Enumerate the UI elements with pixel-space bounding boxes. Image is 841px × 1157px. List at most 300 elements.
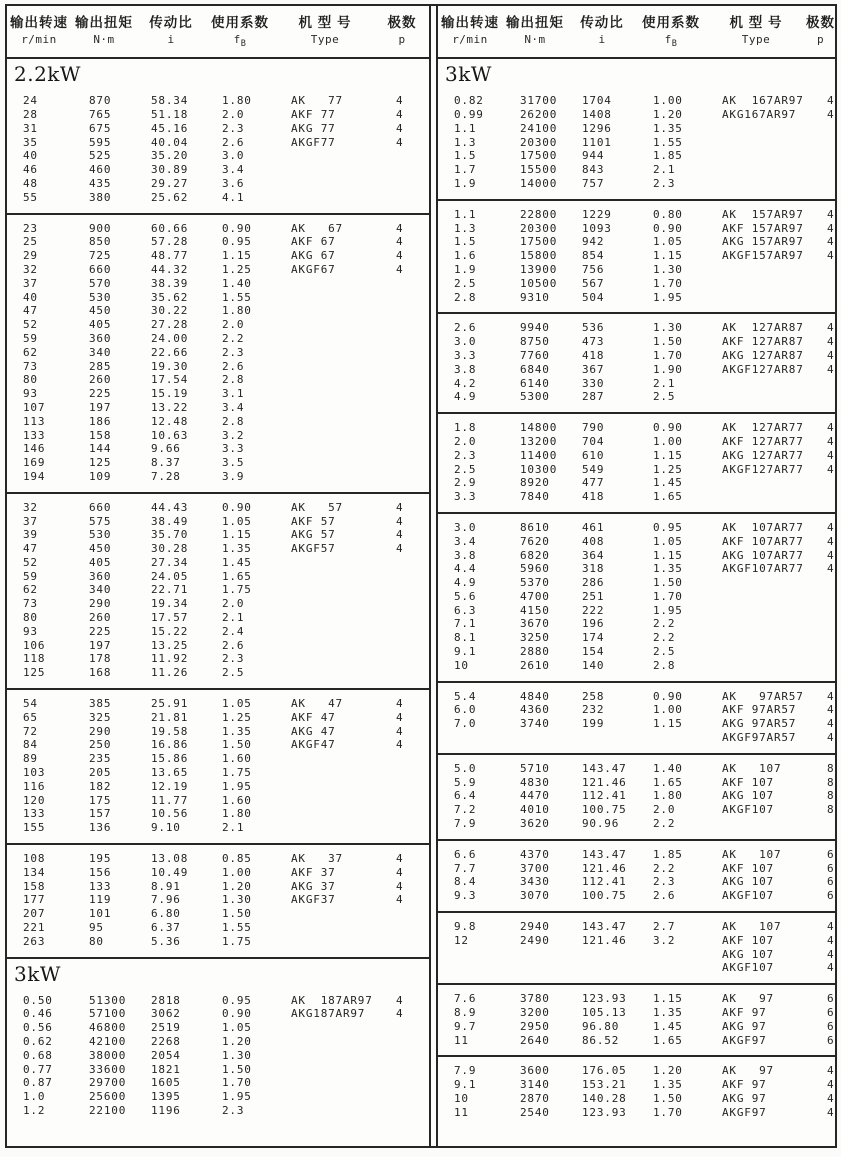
cell-model: AKGF37 — [291, 893, 336, 907]
table-row — [7, 263, 429, 277]
cell-service-factor: 3.9 — [222, 469, 245, 483]
cell-output-speed: 108 — [23, 852, 46, 866]
cell-output-speed: 2.6 — [454, 321, 477, 335]
cell-ratio: 232 — [582, 703, 605, 717]
cell-output-speed: 11 — [454, 1105, 469, 1119]
cell-output-torque: 119 — [89, 893, 112, 907]
cell-output-torque: 575 — [89, 514, 112, 528]
cell-output-speed: 9.1 — [454, 645, 477, 659]
cell-output-speed: 52 — [23, 318, 38, 332]
cell-model: AK 107AR77 — [722, 520, 804, 534]
cell-output-speed: 2.0 — [454, 434, 477, 448]
cell-ratio: 6.37 — [151, 921, 181, 935]
table-row — [7, 725, 429, 739]
cell-service-factor: 0.95 — [653, 520, 683, 534]
cell-output-speed: 0.68 — [23, 1048, 53, 1062]
cell-output-speed: 1.6 — [454, 249, 477, 263]
table-row — [438, 789, 835, 803]
cell-service-factor: 2.3 — [222, 1103, 245, 1117]
cell-service-factor: 2.1 — [653, 163, 676, 177]
header-output-torque-zh: 输出扭矩 — [506, 15, 564, 30]
cell-output-torque: 7760 — [520, 348, 550, 362]
cell-ratio: 112.41 — [582, 789, 627, 803]
cell-model — [706, 817, 806, 831]
data-block — [438, 414, 835, 514]
table-row — [7, 387, 429, 401]
table-row — [438, 948, 835, 962]
cell-model — [275, 907, 375, 921]
cell-poles — [375, 456, 429, 470]
cell-output-torque: 450 — [89, 542, 112, 556]
table-row — [438, 776, 835, 790]
cell-poles: 4 — [396, 879, 404, 893]
cell-model — [706, 659, 806, 673]
cell-ratio: 176.05 — [582, 1064, 627, 1078]
cell-service-factor: 0.80 — [653, 207, 683, 221]
cell-output-speed: 62 — [23, 583, 38, 597]
cell-output-torque: 2540 — [520, 1105, 550, 1119]
cell-ratio: 60.66 — [151, 221, 189, 235]
cell-poles — [375, 597, 429, 611]
cell-model — [275, 570, 375, 584]
cell-model — [275, 291, 375, 305]
table-row — [438, 1106, 835, 1120]
cell-model — [275, 556, 375, 570]
cell-poles: 6 — [827, 992, 835, 1006]
cell-poles: 4 — [827, 421, 835, 435]
cell-output-speed: 24 — [23, 94, 38, 108]
table-row — [438, 1078, 835, 1092]
cell-model: AK 37 — [291, 852, 343, 866]
cell-output-torque: 195 — [89, 852, 112, 866]
cell-output-torque: 156 — [89, 865, 112, 879]
cell-output-torque: 158 — [89, 428, 112, 442]
cell-service-factor: 3.2 — [222, 428, 245, 442]
cell-poles — [375, 556, 429, 570]
cell-model: AKGF157AR97 — [722, 249, 804, 263]
cell-service-factor: 1.70 — [653, 1105, 683, 1119]
header-model — [706, 14, 806, 52]
cell-model — [275, 415, 375, 429]
cell-service-factor: 1.15 — [653, 992, 683, 1006]
cell-ratio: 24.05 — [151, 569, 189, 583]
cell-output-torque: 340 — [89, 583, 112, 597]
cell-poles: 4 — [827, 207, 835, 221]
header-service-factor-zh: 使用系数 — [642, 15, 700, 30]
cell-poles — [806, 476, 835, 490]
cell-poles — [375, 780, 429, 794]
cell-service-factor: 1.30 — [653, 262, 683, 276]
cell-service-factor: 1.35 — [653, 1078, 683, 1092]
cell-ratio: 9.66 — [151, 442, 181, 456]
cell-poles — [375, 1021, 429, 1035]
cell-model — [275, 611, 375, 625]
cell-output-torque: 850 — [89, 235, 112, 249]
table-row — [438, 476, 835, 490]
cell-service-factor: 3.5 — [222, 456, 245, 470]
cell-model: AKGF47 — [291, 738, 336, 752]
header-model-en: Type — [741, 33, 771, 46]
cell-output-torque: 42100 — [89, 1035, 127, 1048]
cell-ratio: 1101 — [582, 135, 612, 149]
data-block — [438, 841, 835, 913]
cell-ratio: 610 — [582, 448, 605, 462]
cell-model — [275, 429, 375, 443]
table-row — [7, 222, 429, 236]
cell-ratio: 1821 — [151, 1062, 181, 1076]
cell-output-torque — [502, 961, 568, 975]
cell-output-torque: 3140 — [520, 1078, 550, 1092]
cell-service-factor: 1.15 — [222, 249, 252, 263]
cell-ratio: 38.49 — [151, 514, 189, 528]
cell-model: AKGF127AR87 — [722, 362, 804, 376]
cell-model: AK 67 — [291, 221, 343, 235]
cell-output-torque: 4150 — [520, 603, 550, 617]
cell-output-torque: 660 — [89, 500, 112, 514]
cell-poles: 4 — [827, 947, 835, 961]
cell-output-torque: 3250 — [520, 631, 550, 645]
cell-poles — [806, 604, 835, 618]
cell-output-torque: 7840 — [520, 490, 550, 504]
cell-output-speed: 93 — [23, 387, 38, 401]
cell-service-factor: 1.20 — [653, 1064, 683, 1078]
cell-ratio: 8.91 — [151, 879, 181, 893]
cell-output-torque: 435 — [89, 176, 112, 190]
cell-model — [275, 752, 375, 766]
cell-poles: 4 — [396, 738, 404, 752]
table-row — [438, 762, 835, 776]
table-row — [438, 490, 835, 504]
header-service-factor — [636, 14, 706, 52]
header-output-torque-unit: N·m — [93, 33, 115, 46]
cell-output-speed: 0.87 — [23, 1076, 53, 1090]
table-row — [438, 222, 835, 236]
cell-poles — [375, 752, 429, 766]
cell-model — [275, 373, 375, 387]
cell-model — [275, 1035, 375, 1049]
table-row — [438, 961, 835, 975]
cell-model: AK 187AR97 — [291, 993, 373, 1007]
cell-model: AK 127AR77 — [722, 421, 804, 435]
table-row — [7, 880, 429, 894]
cell-service-factor: 2.8 — [653, 658, 676, 672]
cell-output-speed: 7.1 — [454, 617, 477, 631]
cell-output-speed: 107 — [23, 400, 46, 414]
header-ratio-symbol: i — [167, 33, 175, 46]
cell-output-speed: 6.6 — [454, 847, 477, 861]
cell-service-factor: 3.1 — [222, 387, 245, 401]
cell-service-factor: 1.95 — [653, 603, 683, 617]
cell-poles — [806, 590, 835, 604]
cell-ratio: 11.92 — [151, 652, 189, 666]
cell-poles: 4 — [827, 731, 835, 745]
cell-poles — [375, 570, 429, 584]
table-row — [7, 766, 429, 780]
cell-output-torque — [502, 731, 568, 745]
cell-model: AK 97 — [722, 992, 774, 1006]
cell-ratio: 196 — [582, 617, 605, 631]
cell-output-speed: 1.5 — [454, 149, 477, 163]
cell-service-factor: 1.95 — [653, 290, 683, 304]
cell-output-torque: 144 — [89, 442, 112, 456]
cell-service-factor — [636, 731, 706, 745]
cell-ratio: 90.96 — [582, 817, 620, 831]
cell-poles — [806, 163, 835, 177]
table-row — [7, 907, 429, 921]
table-row — [7, 442, 429, 456]
table-row — [7, 108, 429, 122]
cell-poles — [375, 373, 429, 387]
data-block — [7, 215, 429, 494]
cell-service-factor: 1.40 — [222, 276, 252, 290]
cell-poles — [375, 191, 429, 205]
cell-output-speed: 40 — [23, 290, 38, 304]
data-block — [438, 1057, 835, 1127]
cell-output-speed: 7.2 — [454, 803, 477, 817]
cell-ratio: 17.54 — [151, 373, 189, 387]
cell-output-speed: 3.8 — [454, 548, 477, 562]
cell-model: AKG 127AR77 — [722, 448, 804, 462]
table-row — [7, 752, 429, 766]
cell-output-speed: 9.1 — [454, 1078, 477, 1092]
cell-output-speed: 84 — [23, 738, 38, 752]
cell-poles: 4 — [827, 520, 835, 534]
cell-output-speed: 1.5 — [454, 235, 477, 249]
table-row — [7, 583, 429, 597]
cell-output-torque: 360 — [89, 331, 112, 345]
cell-ratio: 25.62 — [151, 190, 189, 204]
cell-output-speed — [438, 731, 502, 745]
cell-service-factor: 2.2 — [222, 331, 245, 345]
cell-model: AKGF107 — [722, 961, 774, 975]
cell-ratio: 1605 — [151, 1076, 181, 1090]
cell-output-speed: 1.3 — [454, 221, 477, 235]
table-row — [7, 1007, 429, 1021]
table-row — [438, 249, 835, 263]
cell-poles: 4 — [396, 221, 404, 235]
cell-model: AKGF107AR77 — [722, 562, 804, 576]
cell-poles: 4 — [827, 221, 835, 235]
cell-poles: 4 — [396, 500, 404, 514]
cell-output-speed: 4.9 — [454, 576, 477, 590]
cell-ratio: 2054 — [151, 1048, 181, 1062]
cell-output-torque: 6840 — [520, 362, 550, 376]
cell-model: AKF 37 — [291, 865, 336, 879]
cell-ratio: 51.18 — [151, 107, 189, 121]
cell-output-speed: 65 — [23, 710, 38, 724]
cell-output-torque: 235 — [89, 752, 112, 766]
cell-service-factor: 1.45 — [653, 476, 683, 490]
cell-poles — [375, 821, 429, 835]
cell-model — [275, 666, 375, 680]
cell-service-factor: 1.70 — [222, 1076, 252, 1090]
table-row — [438, 631, 835, 645]
cell-output-torque: 17500 — [520, 149, 558, 163]
cell-ratio: 86.52 — [582, 1033, 620, 1047]
cell-service-factor: 1.00 — [653, 703, 683, 717]
cell-output-torque: 325 — [89, 710, 112, 724]
cell-service-factor — [636, 961, 706, 975]
cell-model: AKF 107 — [722, 775, 774, 789]
cell-model — [275, 346, 375, 360]
cell-poles: 4 — [827, 434, 835, 448]
cell-model: AK 107 — [722, 761, 782, 775]
cell-output-torque: 11400 — [520, 448, 558, 462]
cell-service-factor: 1.20 — [653, 107, 683, 121]
cell-output-speed: 48 — [23, 176, 38, 190]
cell-service-factor: 1.65 — [653, 775, 683, 789]
cell-poles: 4 — [396, 528, 404, 542]
table-row — [438, 122, 835, 136]
table-row — [438, 235, 835, 249]
cell-output-torque: 25600 — [89, 1090, 127, 1104]
cell-poles: 4 — [396, 249, 404, 263]
table-row — [438, 562, 835, 576]
cell-model — [706, 291, 806, 305]
table-row — [438, 920, 835, 934]
table-row — [438, 421, 835, 435]
cell-ratio: 100.75 — [582, 889, 627, 903]
cell-model: AKGF107 — [722, 803, 774, 817]
cell-poles — [806, 263, 835, 277]
cell-output-speed: 1.2 — [23, 1103, 46, 1117]
cell-ratio: 6.80 — [151, 907, 181, 921]
cell-ratio: 44.43 — [151, 500, 189, 514]
cell-ratio: 35.20 — [151, 149, 189, 163]
cell-service-factor: 1.50 — [653, 1092, 683, 1105]
table-row — [438, 163, 835, 177]
cell-output-torque: 405 — [89, 555, 112, 569]
cell-service-factor: 2.8 — [222, 414, 245, 428]
cell-service-factor: 1.15 — [653, 249, 683, 263]
cell-service-factor: 1.80 — [222, 304, 252, 318]
cell-output-speed: 2.5 — [454, 276, 477, 290]
cell-model — [275, 807, 375, 821]
cell-poles: 4 — [396, 542, 404, 556]
table-row — [7, 697, 429, 711]
cell-service-factor: 1.25 — [653, 462, 683, 476]
cell-output-speed: 7.0 — [454, 717, 477, 731]
cell-service-factor: 1.85 — [653, 149, 683, 163]
table-row — [438, 136, 835, 150]
cell-output-torque: 225 — [89, 624, 112, 638]
cell-output-torque: 405 — [89, 318, 112, 332]
cell-output-torque: 4470 — [520, 789, 550, 803]
cell-ratio: 35.62 — [151, 290, 189, 304]
cell-output-torque: 3620 — [520, 817, 550, 831]
cell-service-factor: 1.20 — [222, 1035, 252, 1048]
cell-ratio: 48.77 — [151, 249, 189, 263]
cell-model — [275, 163, 375, 177]
cell-service-factor: 2.1 — [222, 821, 245, 835]
cell-ratio: 35.70 — [151, 528, 189, 542]
cell-output-torque: 8750 — [520, 335, 550, 349]
cell-ratio: 15.19 — [151, 387, 189, 401]
cell-ratio: 58.34 — [151, 94, 189, 108]
table-row — [7, 429, 429, 443]
cell-poles — [806, 817, 835, 831]
cell-model — [275, 177, 375, 191]
cell-ratio: 143.47 — [582, 847, 627, 861]
cell-model — [275, 625, 375, 639]
cell-service-factor: 1.80 — [222, 807, 252, 821]
cell-output-torque: 2880 — [520, 645, 550, 659]
cell-poles — [806, 177, 835, 191]
cell-service-factor: 1.50 — [653, 576, 683, 590]
header-service-factor — [205, 14, 275, 52]
table-row — [438, 277, 835, 291]
table-row — [7, 1076, 429, 1090]
cell-output-speed: 169 — [23, 456, 46, 470]
cell-model: AKF 97 — [722, 1078, 767, 1092]
cell-ratio: 5.36 — [151, 934, 181, 948]
cell-ratio: 258 — [582, 689, 605, 703]
cell-output-speed: 5.6 — [454, 589, 477, 603]
cell-poles — [806, 277, 835, 291]
cell-ratio: 1296 — [582, 121, 612, 135]
cell-ratio: 143.47 — [582, 920, 627, 934]
cell-poles — [375, 304, 429, 318]
cell-output-torque: 530 — [89, 528, 112, 542]
cell-output-speed: 120 — [23, 793, 46, 807]
cell-output-speed: 1.9 — [454, 262, 477, 276]
cell-output-speed: 1.8 — [454, 421, 477, 435]
table-row — [7, 570, 429, 584]
table-row — [7, 1049, 429, 1063]
cell-ratio: 121.46 — [582, 775, 627, 789]
cell-model: AKGF97 — [722, 1105, 767, 1119]
cell-output-torque: 5960 — [520, 562, 550, 576]
table-row — [7, 235, 429, 249]
cell-poles: 6 — [827, 1019, 835, 1033]
cell-service-factor: 2.5 — [653, 645, 676, 659]
cell-service-factor: 1.75 — [222, 583, 252, 597]
header-output-torque-unit: N·m — [524, 33, 546, 46]
cell-service-factor: 1.65 — [653, 490, 683, 504]
cell-output-torque: 4010 — [520, 803, 550, 817]
cell-model — [275, 332, 375, 346]
cell-ratio: 318 — [582, 562, 605, 576]
cell-output-speed: 8.1 — [454, 631, 477, 645]
cell-output-torque: 24100 — [520, 121, 558, 135]
cell-output-torque: 2490 — [520, 933, 550, 947]
header-output-torque — [71, 14, 137, 52]
cell-poles — [806, 390, 835, 404]
cell-ratio: 27.34 — [151, 555, 189, 569]
cell-output-speed: 103 — [23, 766, 46, 780]
cell-output-speed: 47 — [23, 542, 38, 556]
cell-ratio: 2519 — [151, 1021, 181, 1035]
table-row — [438, 1064, 835, 1078]
cell-output-speed: 37 — [23, 514, 38, 528]
table-row — [7, 921, 429, 935]
cell-output-torque: 8610 — [520, 520, 550, 534]
cell-ratio: 3062 — [151, 1007, 181, 1021]
cell-output-speed: 118 — [23, 652, 46, 666]
cell-output-speed: 133 — [23, 428, 46, 442]
cell-service-factor: 1.70 — [653, 589, 683, 603]
table-row — [7, 711, 429, 725]
cell-output-torque: 13200 — [520, 434, 558, 448]
cell-poles — [375, 177, 429, 191]
cell-output-torque: 9310 — [520, 290, 550, 304]
cell-output-torque: 125 — [89, 456, 112, 470]
cell-ratio: 330 — [582, 376, 605, 390]
cell-output-torque: 340 — [89, 345, 112, 359]
table-row — [7, 821, 429, 835]
cell-output-torque: 285 — [89, 359, 112, 373]
cell-ratio: 17.57 — [151, 611, 189, 625]
